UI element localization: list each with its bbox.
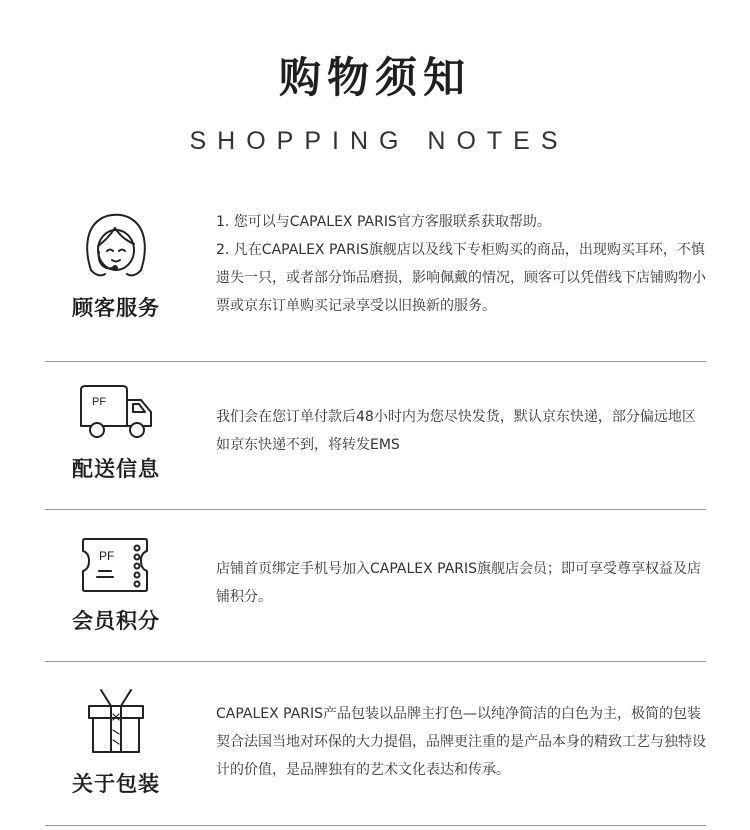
paragraph: 我们会在您订单付款后48小时内为您尽快发货，默认京东快递，部分偏远地区如京东快递不到，将转发EMS xyxy=(216,409,696,453)
section-label: 顾客服务 xyxy=(72,296,160,320)
page-subtitle: SHOPPING NOTES xyxy=(189,127,569,155)
section-body xyxy=(216,700,708,784)
section-packaging xyxy=(45,680,706,820)
section-body xyxy=(216,208,708,320)
section-delivery xyxy=(45,375,706,505)
section-body xyxy=(216,403,708,459)
paragraph: 1. 您可以与CAPALEX PARIS官方客服联系获取帮助。 xyxy=(216,214,551,230)
delivery-truck-icon xyxy=(75,380,157,446)
section-body xyxy=(216,555,708,611)
paragraph: 2. 凡在CAPALEX PARIS旗舰店以及线下专柜购买的商品，出现购买耳环，不慎遗失一只，或者部分饰品磨损，影响佩戴的情况，顾客可以凭借线下店铺购物小票或京东订单购买记录享受以旧换新的服务。 xyxy=(216,242,706,314)
section-label: 会员积分 xyxy=(72,609,160,633)
section-label: 关于包装 xyxy=(72,772,160,796)
section-customer-service xyxy=(45,205,706,355)
divider xyxy=(45,825,706,826)
customer-service-icon xyxy=(75,208,157,290)
divider xyxy=(45,361,706,362)
divider xyxy=(45,509,706,510)
paragraph: 店铺首页绑定手机号加入CAPALEX PARIS旗舰店会员；即可享受尊享权益及店铺积分。 xyxy=(216,561,702,605)
gift-box-icon xyxy=(75,686,157,756)
page-title: 购物须知 xyxy=(278,53,471,102)
section-membership xyxy=(45,525,706,655)
section-label: 配送信息 xyxy=(72,457,160,481)
truck-logo-text: PF xyxy=(92,396,107,408)
ticket-logo-text: PF xyxy=(99,549,115,563)
paragraph: CAPALEX PARIS产品包装以品牌主打色—以纯净简洁的白色为主，极简的包装契合法国当地对环保的大力提倡，品牌更注重的是产品本身的精致工艺与独特设计的价值，是品牌独有的艺术文化表达和传承。 xyxy=(216,706,706,778)
divider xyxy=(45,661,706,662)
member-ticket-icon xyxy=(75,533,157,597)
